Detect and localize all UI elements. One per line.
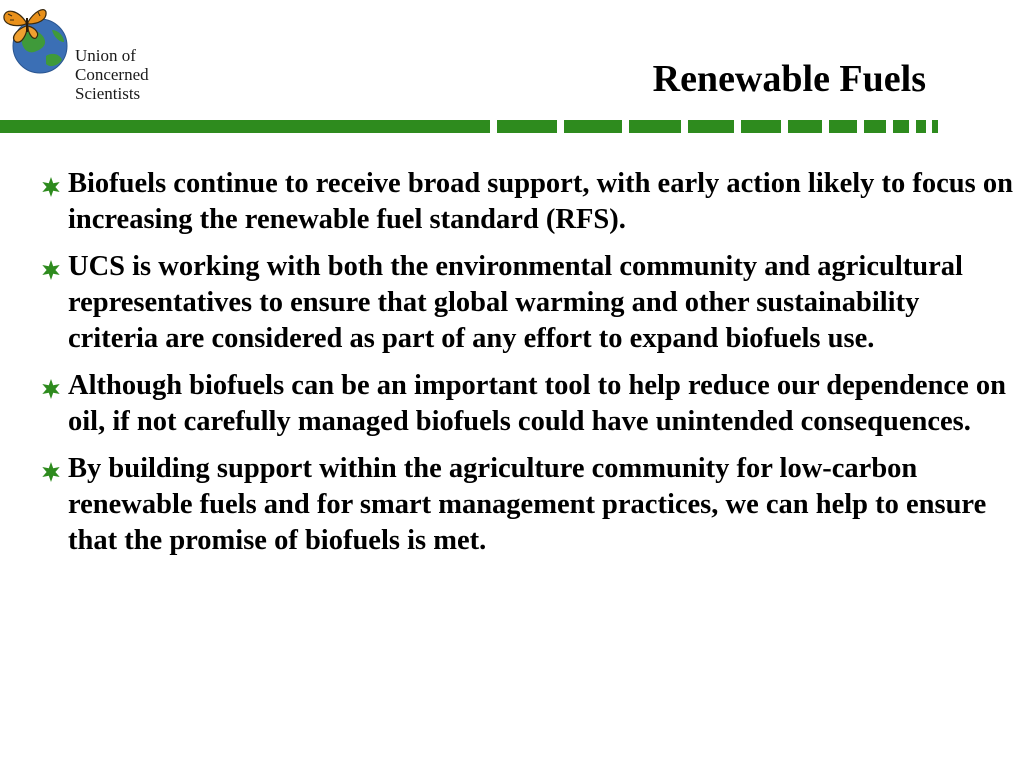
bullet-item — [40, 368, 1015, 440]
bullet-list — [40, 166, 1015, 570]
bullet-text: By building support within the agriculture community for low-carbon renewable fuels and for smart management practices, we can help to ensure that the promise of biofuels is met. — [68, 453, 987, 556]
logo-line-2: Concerned — [75, 65, 149, 84]
ucs-logo — [0, 0, 180, 112]
bullet-text: Biofuels continue to receive broad support, with early action likely to focus on increasing the renewable fuel standard (RFS). — [68, 168, 1013, 235]
six-point-star-icon — [40, 259, 62, 281]
slide-title: Renewable Fuels — [652, 58, 926, 100]
bullet-item — [40, 166, 1015, 238]
logo-line-3: Scientists — [75, 84, 141, 103]
bullet-item — [40, 451, 1015, 559]
bullet-text: Although biofuels can be an important tool to help reduce our dependence on oil, if not carefully managed biofuels could have unintended consequences. — [68, 370, 1006, 437]
divider-bar — [0, 118, 1024, 134]
logo-line-1: Union of — [75, 46, 136, 65]
six-point-star-icon — [40, 461, 62, 483]
logo-wordmark — [75, 46, 149, 103]
globe-butterfly-icon — [0, 0, 80, 80]
six-point-star-icon — [40, 378, 62, 400]
six-point-star-icon — [40, 176, 62, 198]
bullet-text: UCS is working with both the environmental community and agricultural representatives to ensure that global warming and other sustainability criteria are considered as part of any effort to expand biofuels use. — [68, 251, 963, 354]
bullet-item — [40, 249, 1015, 357]
